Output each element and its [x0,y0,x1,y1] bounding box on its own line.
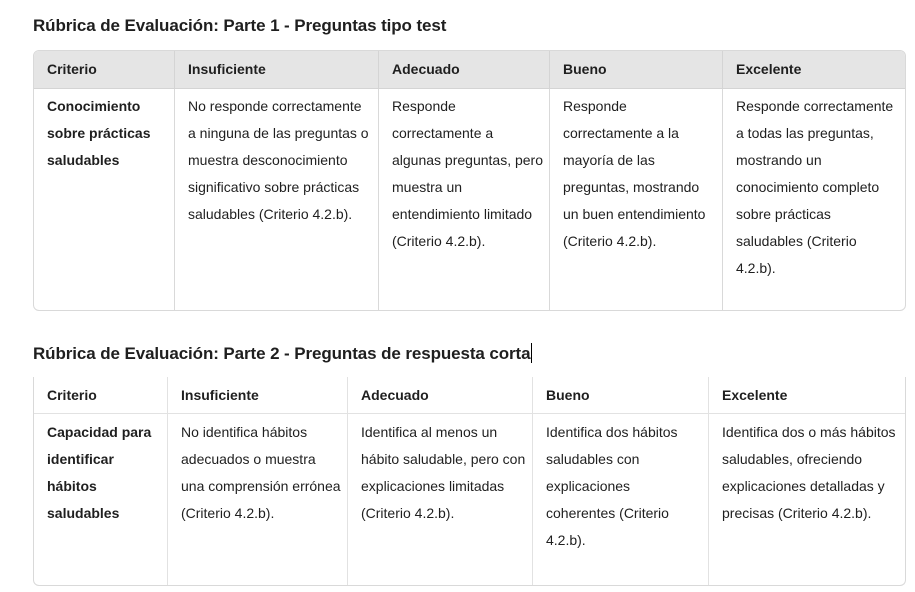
table-header-row [34,377,905,414]
cell-criterio: Conocimiento sobre prácticas saludables [47,98,151,168]
cell-adecuado: Identifica al menos un hábito saludable, pero con explicaciones limitadas (Criterio 4.2.b). [347,414,532,585]
part2-title[interactable] [33,343,532,364]
part1-rubric-table [33,50,906,311]
cell-bueno: Identifica dos hábitos saludables con explicaciones coherentes (Criterio 4.2.b). [532,414,708,585]
text-cursor [531,343,532,363]
table-header-row [34,51,905,89]
header-insuficiente: Insuficiente [174,51,378,89]
header-bueno: Bueno [532,377,708,414]
table-row [34,89,905,310]
cell-criterio: Capacidad para identificar hábitos saludables [47,424,152,521]
header-excelente: Excelente [708,377,905,414]
header-insuficiente: Insuficiente [167,377,347,414]
cell-insuficiente: No identifica hábitos adecuados o muestra una comprensión errónea (Criterio 4.2.b). [167,414,347,585]
header-bueno: Bueno [549,51,722,89]
header-criterio: Criterio [34,377,167,414]
header-excelente: Excelente [722,51,905,89]
cell-excelente: Responde correctamente a todas las preguntas, mostrando un conocimiento completo sobre prácticas saludables (Criterio 4.2.b). [722,89,905,310]
part1-title [33,16,446,36]
cell-excelente: Identifica dos o más hábitos saludables, ofreciendo explicaciones detalladas y precisas (Criterio 4.2.b). [708,414,905,585]
table-row [34,414,905,585]
cell-adecuado: Responde correctamente a algunas preguntas, pero muestra un entendimiento limitado (Criterio 4.2.b). [378,89,549,310]
header-adecuado: Adecuado [347,377,532,414]
cell-bueno: Responde correctamente a la mayoría de las preguntas, mostrando un buen entendimiento (Criterio 4.2.b). [549,89,722,310]
part2-title-text: Rúbrica de Evaluación: Parte 2 - Preguntas de respuesta corta [33,344,531,363]
header-criterio: Criterio [34,51,174,89]
part2-rubric-table [33,377,906,586]
part1-title-text: Rúbrica de Evaluación: Parte 1 - Preguntas tipo test [33,16,447,35]
header-adecuado: Adecuado [378,51,549,89]
cell-insuficiente: No responde correctamente a ninguna de las preguntas o muestra desconocimiento significativo sobre prácticas saludables (Criterio 4.2.b). [174,89,378,310]
